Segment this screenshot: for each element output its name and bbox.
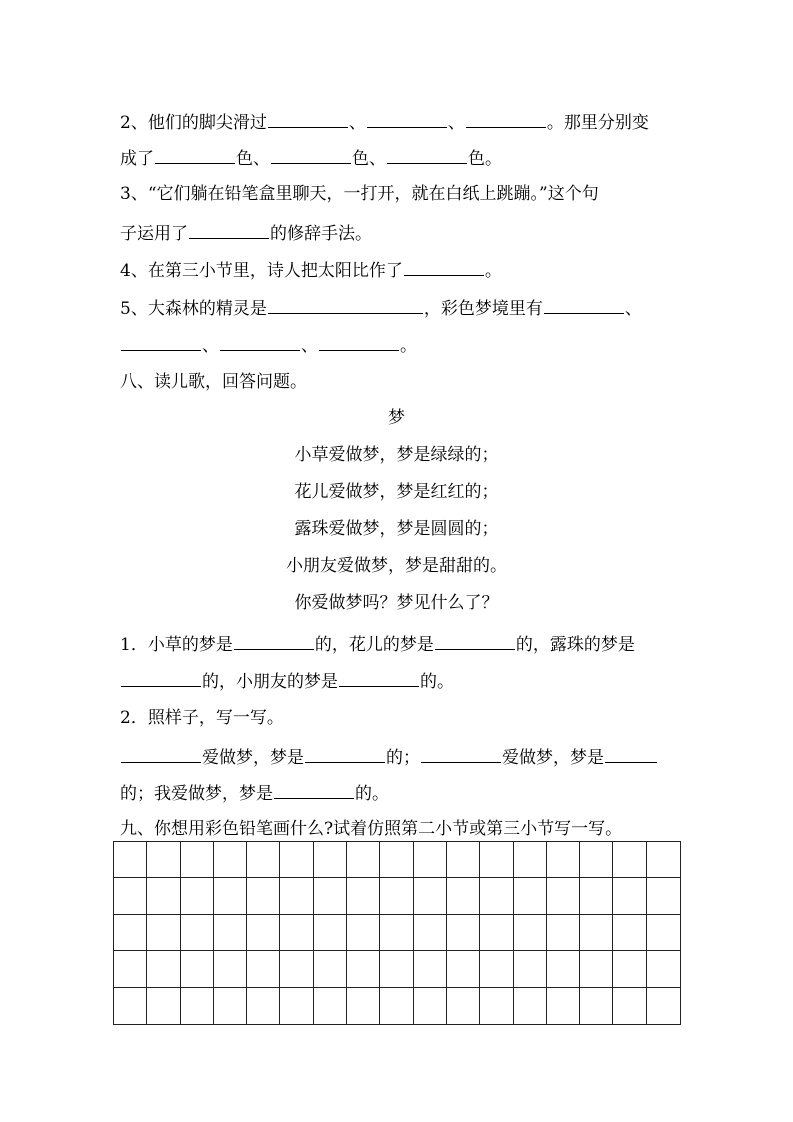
grid-cell[interactable] <box>147 951 180 987</box>
text: 。那里分别变 <box>546 113 649 133</box>
answer-blank[interactable] <box>274 781 354 799</box>
text: 成了 <box>120 149 154 169</box>
grid-cell[interactable] <box>280 951 313 987</box>
grid-cell[interactable] <box>247 951 280 987</box>
grid-cell[interactable] <box>380 842 413 878</box>
grid-cell[interactable] <box>613 988 646 1024</box>
answer-blank[interactable] <box>121 745 201 763</box>
answer-blank[interactable] <box>121 333 201 351</box>
text: 子运用了 <box>120 224 188 244</box>
grid-cell[interactable] <box>547 878 580 914</box>
grid-cell[interactable] <box>647 842 680 878</box>
grid-cell[interactable] <box>181 951 214 987</box>
grid-cell[interactable] <box>314 988 347 1024</box>
grid-cell[interactable] <box>181 842 214 878</box>
q8-sub1-line2 <box>120 669 454 693</box>
grid-cell[interactable] <box>314 842 347 878</box>
grid-cell[interactable] <box>580 842 613 878</box>
answer-blank[interactable] <box>544 296 624 314</box>
grid-cell[interactable] <box>447 915 480 951</box>
grid-cell[interactable] <box>547 915 580 951</box>
text: 的，花儿的梦是 <box>314 635 434 655</box>
text: 的。 <box>355 784 389 804</box>
answer-blank[interactable] <box>466 110 546 128</box>
grid-cell[interactable] <box>214 878 247 914</box>
grid-cell[interactable] <box>347 842 380 878</box>
poem-line: 花儿爱做梦，梦是红红的； <box>294 482 499 502</box>
q7-item5-line1 <box>120 296 642 320</box>
grid-cell[interactable] <box>214 951 247 987</box>
text: 的。 <box>420 672 454 692</box>
grid-cell[interactable] <box>114 915 147 951</box>
poem-line: 小朋友爱做梦，梦是甜甜的。 <box>286 556 507 576</box>
answer-blank[interactable] <box>220 333 300 351</box>
grid-cell[interactable] <box>147 988 180 1024</box>
text: 、 <box>202 336 219 356</box>
grid-cell[interactable] <box>280 842 313 878</box>
text: 3、“它们躺在铅笔盒里聊天，一打开，就在白纸上跳蹦。”这个句 <box>120 184 599 204</box>
grid-cell[interactable] <box>347 988 380 1024</box>
answer-blank[interactable] <box>155 146 235 164</box>
text: 的；我爱做梦，梦是 <box>120 784 273 804</box>
grid-cell[interactable] <box>514 842 547 878</box>
grid-cell[interactable] <box>480 988 513 1024</box>
grid-cell[interactable] <box>613 951 646 987</box>
q7-item2-line1 <box>120 110 649 134</box>
text: 、 <box>348 113 366 133</box>
grid-cell[interactable] <box>547 842 580 878</box>
grid-cell[interactable] <box>147 842 180 878</box>
text: 爱做梦，梦是 <box>202 748 304 768</box>
grid-cell[interactable] <box>247 878 280 914</box>
text: 。 <box>400 336 417 356</box>
text: 4、在第三小节里，诗人把太阳比作了 <box>120 261 403 281</box>
text: 爱做梦，梦是 <box>502 748 604 768</box>
text: 。 <box>484 261 502 281</box>
grid-cell[interactable] <box>280 988 313 1024</box>
grid-cell[interactable] <box>247 842 280 878</box>
text: 5、大森林的精灵是 <box>120 299 267 319</box>
grid-cell[interactable] <box>613 842 646 878</box>
poem-line: 小草爱做梦，梦是绿绿的； <box>294 445 499 465</box>
text: 2、他们的脚尖滑过 <box>120 113 267 133</box>
text: 、 <box>447 113 465 133</box>
grid-cell[interactable] <box>514 915 547 951</box>
grid-cell[interactable] <box>447 988 480 1024</box>
grid-cell[interactable] <box>447 951 480 987</box>
grid-cell[interactable] <box>414 951 447 987</box>
grid-cell[interactable] <box>114 988 147 1024</box>
grid-cell[interactable] <box>181 988 214 1024</box>
q8-sub2-line2 <box>120 781 389 805</box>
grid-cell[interactable] <box>347 951 380 987</box>
grid-cell[interactable] <box>314 915 347 951</box>
grid-cell[interactable] <box>214 915 247 951</box>
grid-cell[interactable] <box>247 915 280 951</box>
grid-cell[interactable] <box>147 878 180 914</box>
grid-cell[interactable] <box>380 915 413 951</box>
grid-cell[interactable] <box>480 915 513 951</box>
answer-blank[interactable] <box>189 221 269 239</box>
q8-sub1-line1 <box>120 632 635 656</box>
q8-heading: 八、读儿歌，回答问题。 <box>120 372 307 392</box>
grid-cell[interactable] <box>414 988 447 1024</box>
answer-blank[interactable] <box>605 745 657 763</box>
answer-blank[interactable] <box>435 632 515 650</box>
grid-cell[interactable] <box>613 878 646 914</box>
text: 色。 <box>468 149 502 169</box>
grid-cell[interactable] <box>314 878 347 914</box>
grid-cell[interactable] <box>580 915 613 951</box>
text: 色、 <box>236 149 270 169</box>
text: 的，露珠的梦是 <box>515 635 635 655</box>
grid-cell[interactable] <box>380 878 413 914</box>
poem-line: 你爱做梦吗？梦见什么了？ <box>294 593 499 613</box>
q8-sub2-heading: 2．照样子，写一写。 <box>120 708 284 728</box>
grid-cell[interactable] <box>380 988 413 1024</box>
writing-grid[interactable] <box>113 841 681 1025</box>
grid-cell[interactable] <box>480 878 513 914</box>
text: ，彩色梦境里有 <box>423 299 543 319</box>
grid-cell[interactable] <box>480 842 513 878</box>
grid-cell[interactable] <box>514 988 547 1024</box>
answer-blank[interactable] <box>234 632 314 650</box>
grid-cell[interactable] <box>114 951 147 987</box>
answer-blank[interactable] <box>319 333 399 351</box>
grid-cell[interactable] <box>514 878 547 914</box>
q7-item5-line2 <box>120 333 417 357</box>
text: 1．小草的梦是 <box>120 635 233 655</box>
grid-cell[interactable] <box>280 915 313 951</box>
answer-blank[interactable] <box>421 745 501 763</box>
grid-cell[interactable] <box>547 988 580 1024</box>
q8-sub2-line1 <box>120 745 658 769</box>
answer-blank[interactable] <box>367 110 447 128</box>
poem-title: 梦 <box>388 408 405 428</box>
grid-cell[interactable] <box>480 951 513 987</box>
grid-cell[interactable] <box>347 878 380 914</box>
grid-cell[interactable] <box>647 878 680 914</box>
grid-cell[interactable] <box>580 988 613 1024</box>
grid-cell[interactable] <box>447 842 480 878</box>
answer-blank[interactable] <box>404 258 484 276</box>
text: 的； <box>386 748 420 768</box>
answer-blank[interactable] <box>305 745 385 763</box>
text: 、 <box>624 299 642 319</box>
grid-cell[interactable] <box>580 878 613 914</box>
grid-cell[interactable] <box>214 988 247 1024</box>
grid-cell[interactable] <box>447 878 480 914</box>
grid-cell[interactable] <box>114 842 147 878</box>
grid-cell[interactable] <box>380 951 413 987</box>
q7-item2-line2 <box>120 146 502 170</box>
answer-blank[interactable] <box>339 669 419 687</box>
grid-cell[interactable] <box>547 951 580 987</box>
grid-cell[interactable] <box>114 878 147 914</box>
grid-cell[interactable] <box>414 915 447 951</box>
grid-cell[interactable] <box>414 842 447 878</box>
grid-cell[interactable] <box>280 878 313 914</box>
q7-item4 <box>120 258 502 282</box>
poem-line: 露珠爱做梦，梦是圆圆的； <box>294 519 499 539</box>
grid-cell[interactable] <box>181 915 214 951</box>
answer-blank[interactable] <box>387 146 467 164</box>
grid-cell[interactable] <box>647 988 680 1024</box>
q7-item3-line2 <box>120 221 372 245</box>
grid-cell[interactable] <box>247 988 280 1024</box>
text: 色、 <box>352 149 386 169</box>
grid-cell[interactable] <box>147 915 180 951</box>
answer-blank[interactable] <box>268 110 348 128</box>
text: 的，小朋友的梦是 <box>202 672 338 692</box>
text: 、 <box>301 336 318 356</box>
grid-cell[interactable] <box>181 878 214 914</box>
grid-cell[interactable] <box>214 842 247 878</box>
grid-cell[interactable] <box>613 915 646 951</box>
grid-cell[interactable] <box>347 915 380 951</box>
answer-blank[interactable] <box>271 146 351 164</box>
grid-cell[interactable] <box>414 878 447 914</box>
answer-blank[interactable] <box>268 296 423 314</box>
q9-heading: 九、你想用彩色铅笔画什么?试着仿照第二小节或第三小节写一写。 <box>120 819 623 839</box>
answer-blank[interactable] <box>121 669 201 687</box>
q7-item3-line1 <box>120 183 599 205</box>
grid-cell[interactable] <box>647 951 680 987</box>
grid-cell[interactable] <box>314 951 347 987</box>
grid-cell[interactable] <box>647 915 680 951</box>
text: 的修辞手法。 <box>270 224 372 244</box>
grid-cell[interactable] <box>514 951 547 987</box>
grid-cell[interactable] <box>580 951 613 987</box>
